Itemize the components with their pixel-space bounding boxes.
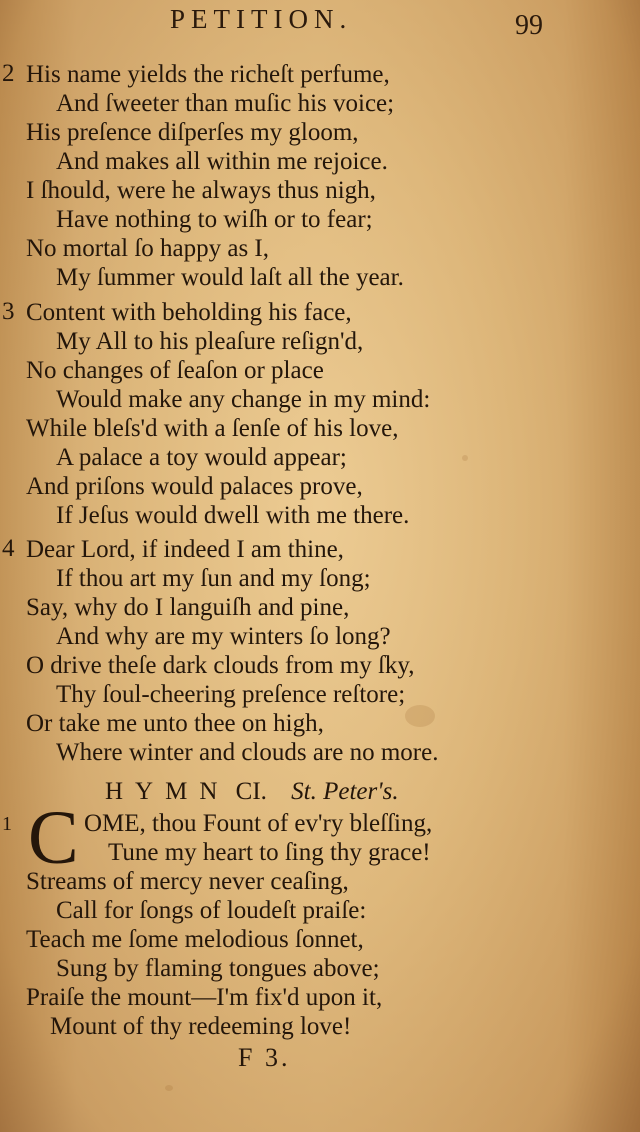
verse-line: Sung by flaming tongues above; <box>56 955 380 982</box>
verse-line: His preſence diſperſes my gloom, <box>26 119 359 146</box>
stanza-number: 1 <box>2 813 12 835</box>
verse-line: His name yields the richeſt perfume, <box>26 61 390 88</box>
verse-line: OME, thou Fount of ev'ry bleſſing, <box>84 810 433 837</box>
foxing-spot <box>462 455 468 461</box>
verse-line: A palace a toy would appear; <box>56 444 347 471</box>
verse-line: If Jeſus would dwell with me there. <box>56 502 410 529</box>
hymn-heading <box>105 778 399 806</box>
verse-line: Thy ſoul-cheering preſence reſtore; <box>56 681 406 708</box>
verse-line: Call for ſongs of loudeſt praiſe: <box>56 897 367 924</box>
drop-cap: C <box>28 796 79 880</box>
verse-line: O drive theſe dark clouds from my ſky, <box>26 652 415 679</box>
verse-line: I ſhould, were he always thus nigh, <box>26 177 376 204</box>
verse-line: And why are my winters ſo long? <box>56 623 391 650</box>
verse-line: No mortal ſo happy as I, <box>26 235 270 262</box>
verse-line: Say, why do I languiſh and pine, <box>26 594 350 621</box>
foxing-spot <box>165 1085 173 1091</box>
page-number: 99 <box>515 10 543 41</box>
verse-line: Dear Lord, if indeed I am thine, <box>26 536 344 563</box>
verse-line: And makes all within me rejoice. <box>56 148 388 175</box>
verse-line: Content with beholding his face, <box>26 299 352 326</box>
verse-line: Streams of mercy never ceaſing, <box>26 868 349 895</box>
hymn-label: HYMN <box>105 778 230 805</box>
stanza-number: 2 <box>2 60 15 87</box>
hymn-numeral: CI. <box>235 778 267 805</box>
signature-mark: F 3. <box>238 1043 291 1072</box>
verse-line: While bleſs'd with a ſenſe of his love, <box>26 415 399 442</box>
running-title: PETITION. <box>170 4 353 34</box>
foxing-spot <box>405 705 435 727</box>
verse-line: And ſweeter than muſic his voice; <box>56 90 395 117</box>
verse-line: Tune my heart to ſing thy grace! <box>108 839 431 866</box>
verse-line: Where winter and clouds are no more. <box>56 739 439 766</box>
verse-line: My ſummer would laſt all the year. <box>56 264 404 291</box>
verse-line: My All to his pleaſure reſign'd, <box>56 328 364 355</box>
verse-line: Mount of thy redeeming love! <box>50 1013 352 1040</box>
stanza-number: 4 <box>2 535 15 562</box>
verse-line: If thou art my ſun and my ſong; <box>56 565 371 592</box>
stanza-number: 3 <box>2 298 15 325</box>
verse-line: Or take me unto thee on high, <box>26 710 324 737</box>
verse-line: Would make any change in my mind: <box>56 386 431 413</box>
verse-line: Have nothing to wiſh or to fear; <box>56 206 373 233</box>
verse-line: No changes of ſeaſon or place <box>26 357 324 384</box>
verse-line: Praiſe the mount—I'm fix'd upon it, <box>26 984 383 1011</box>
verse-line: Teach me ſome melodious ſonnet, <box>26 926 364 953</box>
hymn-tune: St. Peter's. <box>291 778 399 805</box>
verse-line: And priſons would palaces prove, <box>26 473 363 500</box>
page-header <box>0 2 640 42</box>
